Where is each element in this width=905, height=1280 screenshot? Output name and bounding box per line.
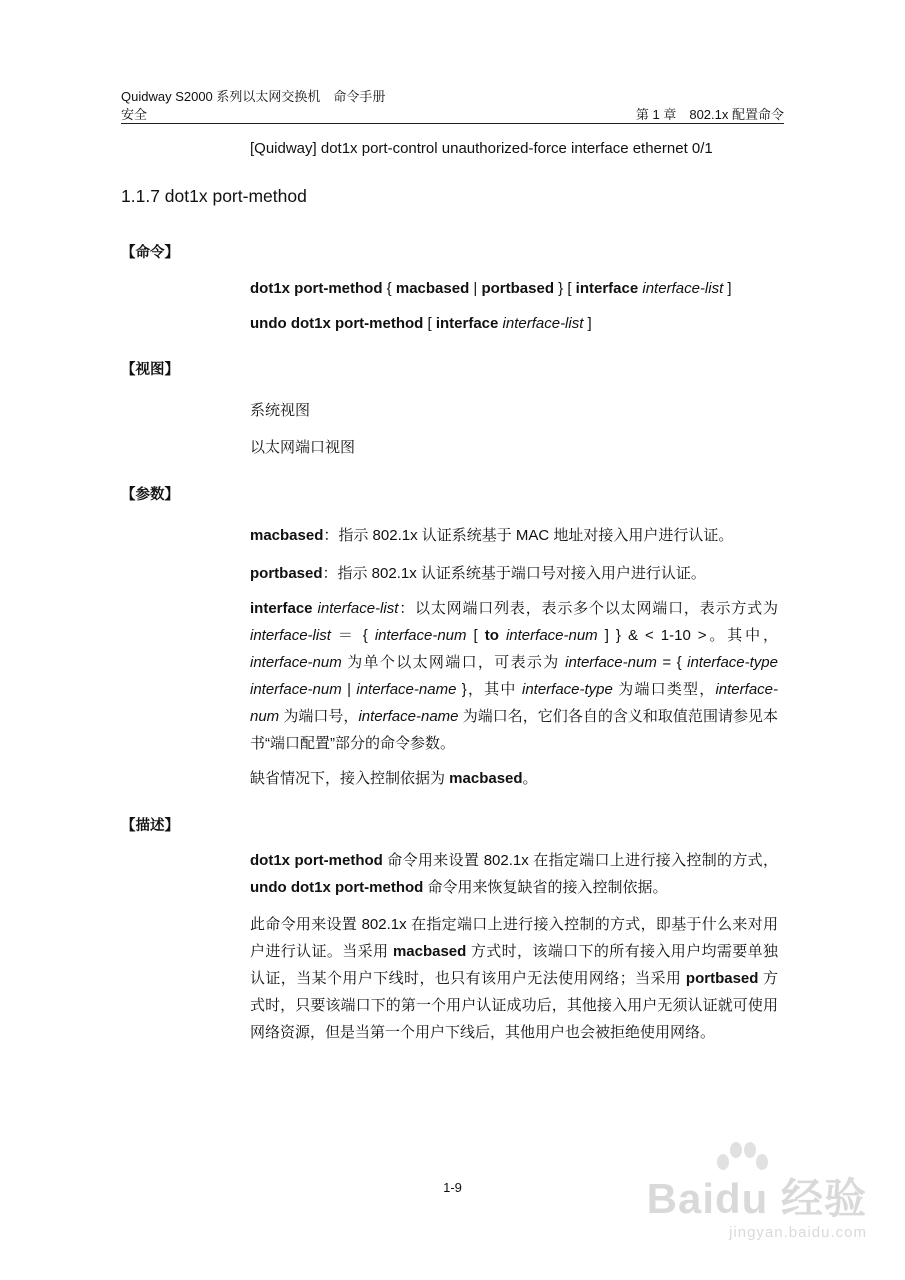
param-interface: interface interface-list：以太网端口列表，表示多个以太网端口，表示方式为 interface-list ＝ { interface-num [ to interface-num ] } & < 1-10 >。其中，interface-num 为单个以太网端口，可表示为 interface-num = { interface-type interface-num | interface-name }，其中 interface-type 为端口类型，interface-num 为端口号，interface-name 为端口名，它们各自的含义和取值范围请参见本书“端口配置”部分的命令参数。 <box>250 600 779 752</box>
view-item: 系统视图 <box>250 402 311 419</box>
doc-section: 安全 <box>121 107 148 122</box>
header-rule <box>121 123 784 124</box>
watermark <box>627 1140 867 1250</box>
command-syntax-line: dot1x port-method { macbased | portbased } [ interface interface-list ] <box>250 280 732 297</box>
label-description: 【描述】 <box>121 818 179 834</box>
doc-title: Quidway S2000 系列以太网交换机 命令手册 <box>121 89 386 104</box>
watermark-logo: Baidu 经验 <box>646 1175 867 1222</box>
watermark-url: jingyan.baidu.com <box>729 1224 867 1241</box>
label-params: 【参数】 <box>121 487 179 503</box>
label-view: 【视图】 <box>121 362 179 378</box>
chapter-title: 第 1 章 802.1x 配置命令 <box>635 107 784 122</box>
example-command: [Quidway] dot1x port-control unauthorized-force interface ethernet 0/1 <box>250 140 713 157</box>
label-command: 【命令】 <box>121 245 179 261</box>
page-number: 1-9 <box>443 1180 462 1195</box>
param-portbased: portbased：指示 802.1x 认证系统基于端口号对接入用户进行认证。 <box>250 565 706 582</box>
description-paragraph: dot1x port-method 命令用来设置 802.1x 在指定端口上进行接入控制的方式，undo dot1x port-method 命令用来恢复缺省的接入控制依据。 <box>250 852 778 896</box>
undo-command-syntax-line: undo dot1x port-method [ interface interface-list ] <box>250 315 592 332</box>
param-macbased: macbased：指示 802.1x 认证系统基于 MAC 地址对接入用户进行认证。 <box>250 527 734 544</box>
view-item: 以太网端口视图 <box>250 439 356 456</box>
description-paragraph: 此命令用来设置 802.1x 在指定端口上进行接入控制的方式，即基于什么来对用户进行认证。当采用 macbased 方式时，该端口下的所有接入用户均需要单独认证，当某个用户下线时，也只有该用户无法使用网络；当采用 portbased 方式时，只要该端口下的第一个用户认证成功后，其他接入用户无须认证就可使用网络资源，但是当第一个用户下线后，其他用户也会被拒绝使用网络。 <box>250 916 779 1041</box>
param-default: 缺省情况下，接入控制依据为 macbased。 <box>250 770 538 787</box>
section-heading: 1.1.7 dot1x port-method <box>121 186 307 206</box>
